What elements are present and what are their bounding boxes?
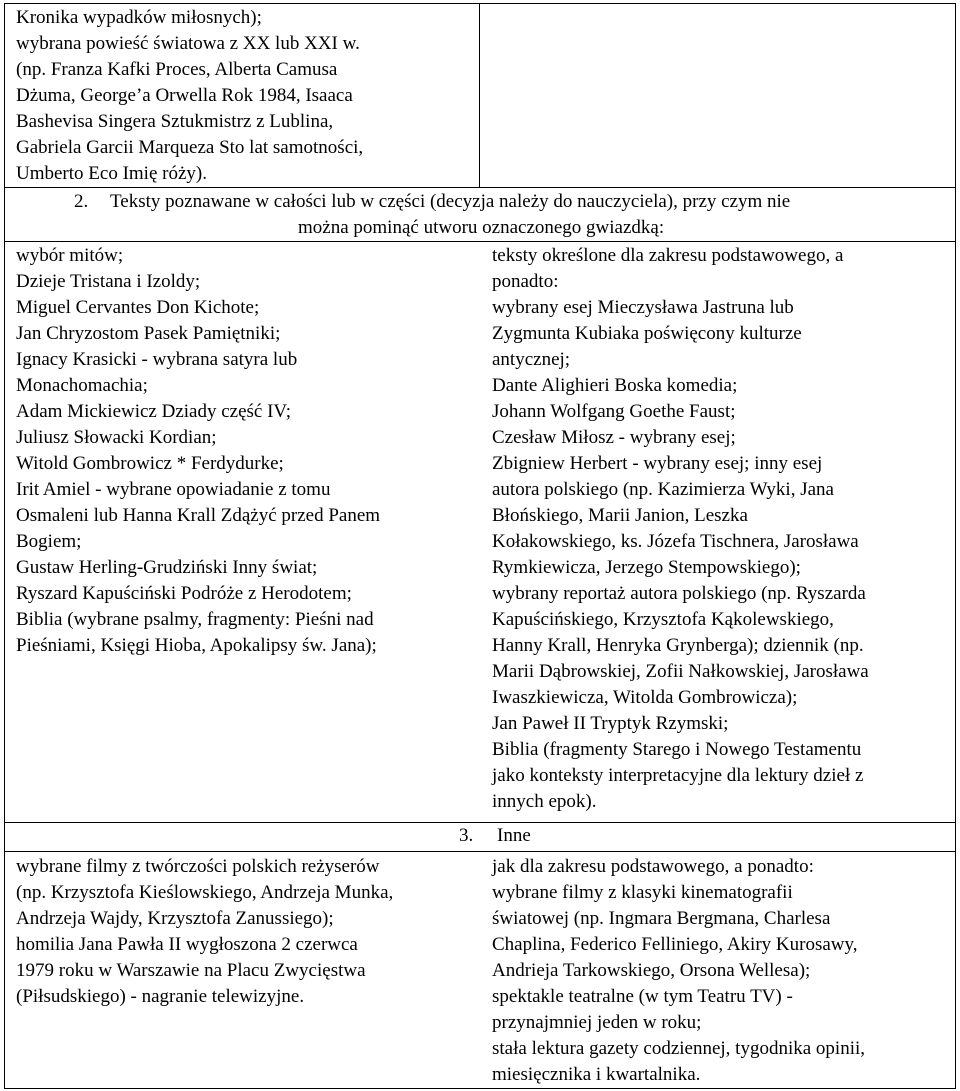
section2-extended-column <box>492 243 869 815</box>
list-item: antycznej; <box>492 349 571 370</box>
list-item: autora polskiego (np. Kazimierza Wyki, Jana <box>492 479 834 500</box>
section3-header-bottom-divider <box>4 851 956 852</box>
text-line: Dżuma, George’a Orwella Rok 1984, Isaaca <box>16 85 353 106</box>
list-item: Gustaw Herling-Grudziński Inny świat; <box>16 557 318 578</box>
list-item: Juliusz Słowacki Kordian; <box>16 427 217 448</box>
list-item: Kołakowskiego, ks. Józefa Tischnera, Jarosława <box>492 531 859 552</box>
list-item: jako konteksty interpretacyjne dla lektury dzieł z <box>492 765 864 786</box>
list-item: Chaplina, Federico Felliniego, Akiry Kurosawy, <box>492 934 858 955</box>
list-item: Pieśniami, Księgi Hioba, Apokalipsy św. Jana); <box>16 635 377 656</box>
list-item: Monachomachia; <box>16 375 148 396</box>
top-left-cell <box>16 5 363 187</box>
list-item: Jan Paweł II Tryptyk Rzymski; <box>492 713 729 734</box>
list-item: Kapuścińskiego, Krzysztofa Kąkolewskiego, <box>492 609 834 630</box>
list-item: Johann Wolfgang Goethe Faust; <box>492 401 736 422</box>
top-row-divider <box>4 187 956 188</box>
text-line: Kronika wypadków miłosnych); <box>16 7 262 28</box>
list-item: przynajmniej jeden w roku; <box>492 1012 702 1033</box>
section2-header-divider <box>4 241 956 242</box>
list-item: Iwaszkiewicza, Witolda Gombrowicza); <box>492 687 798 708</box>
list-item: Hanny Krall, Henryka Grynberga); dziennik (np. <box>492 635 864 656</box>
list-item: Biblia (wybrane psalmy, fragmenty: Pieśni nad <box>16 609 374 630</box>
list-item: Osmaleni lub Hanna Krall Zdążyć przed Panem <box>16 505 381 526</box>
list-item: wybrany esej Mieczysława Jastruna lub <box>492 297 794 318</box>
list-item: Ignacy Krasicki - wybrana satyra lub <box>16 349 298 370</box>
section3-number: 3. <box>459 825 474 846</box>
list-item: (np. Krzysztofa Kieślowskiego, Andrzeja Munka, <box>16 882 394 903</box>
text-line: Umberto Eco Imię róży). <box>16 163 207 184</box>
list-item: Rymkiewicza, Jerzego Stempowskiego); <box>492 557 801 578</box>
list-item: Dzieje Tristana i Izoldy; <box>16 271 201 292</box>
section3-basic-column <box>16 854 393 1010</box>
list-item: (Piłsudskiego) - nagranie telewizyjne. <box>16 986 305 1007</box>
list-item: wybrane filmy z klasyki kinematografii <box>492 882 793 903</box>
list-item: Marii Dąbrowskiej, Zofii Nałkowskiej, Jarosława <box>492 661 869 682</box>
list-item: miesięcznika i kwartalnika. <box>492 1064 701 1085</box>
list-item: Biblia (fragmenty Starego i Nowego Testamentu <box>492 739 862 760</box>
list-item: Zbigniew Herbert - wybrany esej; inny esej <box>492 453 823 474</box>
section3-extended-column <box>492 854 865 1088</box>
list-item: ponadto: <box>492 271 559 292</box>
section2-basic-column <box>16 243 380 659</box>
list-item: stała lektura gazety codziennej, tygodnika opinii, <box>492 1038 866 1059</box>
text-line: Gabriela Garcii Marqueza Sto lat samotności, <box>16 137 364 158</box>
section2-number: 2. <box>74 191 89 212</box>
list-item: Ryszard Kapuściński Podróże z Herodotem; <box>16 583 352 604</box>
list-item: spektakle teatralne (w tym Teatru TV) - <box>492 986 793 1007</box>
section3-heading: Inne <box>497 825 531 846</box>
text-line: Bashevisa Singera Sztukmistrz z Lublina, <box>16 111 334 132</box>
list-item: Błońskiego, Marii Janion, Leszka <box>492 505 748 526</box>
list-item: Miguel Cervantes Don Kichote; <box>16 297 260 318</box>
section2-heading-line2: można pominąć utworu oznaczonego gwiazdką: <box>298 217 665 238</box>
list-item: Dante Alighieri Boska komedia; <box>492 375 738 396</box>
list-item: światowej (np. Ingmara Bergmana, Charlesa <box>492 908 831 929</box>
list-item: Bogiem; <box>16 531 82 552</box>
list-item: 1979 roku w Warszawie na Placu Zwycięstwa <box>16 960 366 981</box>
list-item: homilia Jana Pawła II wygłoszona 2 czerwca <box>16 934 358 955</box>
top-column-divider <box>479 3 480 188</box>
section2-heading-line1: Teksty poznawane w całości lub w części (decyzja należy do nauczyciela), przy czym nie <box>110 191 791 212</box>
text-line: (np. Franza Kafki Proces, Alberta Camusa <box>16 59 338 80</box>
list-item: Andrieja Tarkowskiego, Orsona Wellesa); <box>492 960 811 981</box>
list-item: Witold Gombrowicz * Ferdydurke; <box>16 453 284 474</box>
list-item: Irit Amiel - wybrane opowiadanie z tomu <box>16 479 331 500</box>
list-item: wybrany reportaż autora polskiego (np. Ryszarda <box>492 583 866 604</box>
list-item: Zygmunta Kubiaka poświęcony kulturze <box>492 323 802 344</box>
list-item: Andrzeja Wajdy, Krzysztofa Zanussiego); <box>16 908 334 929</box>
text-line: wybrana powieść światowa z XX lub XXI w. <box>16 33 360 54</box>
list-item: Czesław Miłosz - wybrany esej; <box>492 427 736 448</box>
list-item: wybór mitów; <box>16 245 124 266</box>
section3-header-top-divider <box>4 822 956 823</box>
list-item: Jan Chryzostom Pasek Pamiętniki; <box>16 323 281 344</box>
list-item: Adam Mickiewicz Dziady część IV; <box>16 401 292 422</box>
list-item: teksty określone dla zakresu podstawowego, a <box>492 245 844 266</box>
list-item: wybrane filmy z twórczości polskich reżyserów <box>16 856 380 877</box>
list-item: jak dla zakresu podstawowego, a ponadto: <box>492 856 814 877</box>
list-item: innych epok). <box>492 791 597 812</box>
